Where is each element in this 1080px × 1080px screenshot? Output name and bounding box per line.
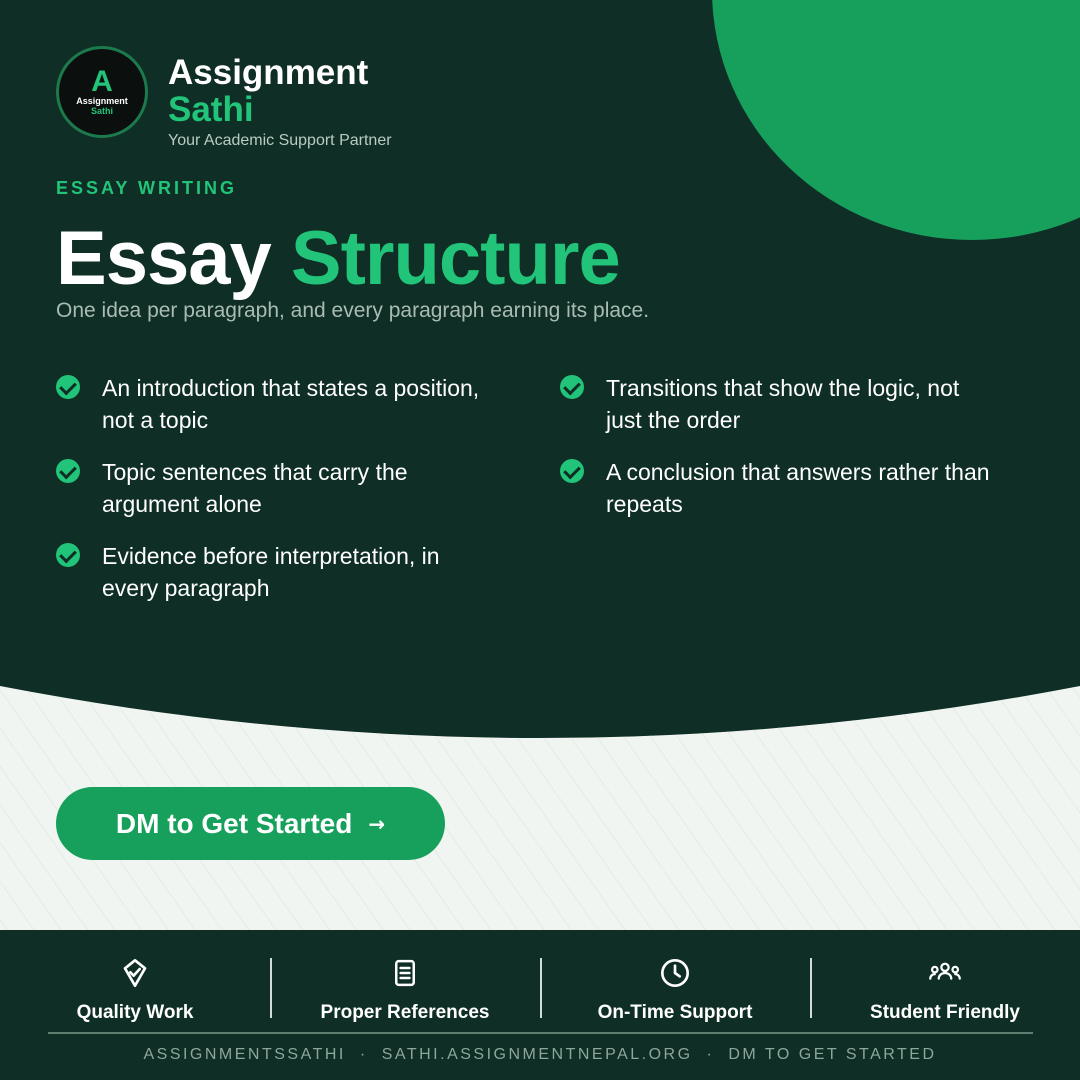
divider (540, 958, 542, 1018)
list-item (56, 372, 496, 436)
cta-label: DM to Get Started (115, 807, 353, 839)
check-icon (560, 459, 584, 483)
website-link[interactable]: SATHI.ASSIGNMENTNEPAL.ORG (381, 1046, 693, 1063)
list-item-text: Evidence before interpretation, in every paragraph (102, 543, 440, 601)
separator: · (706, 1046, 715, 1063)
list-item (560, 456, 1000, 520)
list-item-text: Transitions that show the logic, not just the order (606, 375, 960, 433)
feature-proper-references (270, 930, 540, 1032)
divider (270, 958, 272, 1018)
social-handle[interactable]: ASSIGNMENTSSATHI (143, 1046, 346, 1063)
list-item-text: A conclusion that answers rather than repeats (606, 459, 990, 517)
subtitle: One idea per paragraph, and every paragraph earning its place. (56, 299, 650, 322)
feature-label: Proper References (320, 1002, 490, 1023)
logo-mark: A (91, 65, 113, 98)
shield-check-icon (118, 956, 152, 990)
list-item-text: Topic sentences that carry the argument alone (102, 459, 408, 517)
list-item-text: An introduction that states a position, not a topic (102, 375, 480, 433)
feature-label: Student Friendly (870, 1002, 1020, 1023)
check-icon (560, 375, 584, 399)
brand-tagline: Your Academic Support Partner (168, 132, 392, 149)
check-icon (56, 375, 80, 399)
check-icon (56, 459, 80, 483)
features-row (0, 930, 1080, 1032)
list-item (56, 540, 496, 604)
brand-name-line1: Assignment (168, 53, 369, 92)
title-word-structure: Structure (290, 216, 620, 301)
list-item (560, 372, 1000, 436)
arrow-right-icon: → (368, 811, 386, 836)
brand-name-line2: Sathi (168, 90, 254, 129)
feature-label: On-Time Support (597, 1002, 753, 1023)
list-item (56, 456, 496, 520)
dm-get-started-button[interactable] (56, 787, 445, 860)
footer-cta: DM TO GET STARTED (728, 1046, 937, 1063)
logo-text-assignment: Assignment (76, 96, 128, 106)
document-icon (388, 956, 422, 990)
feature-on-time-support (540, 930, 810, 1032)
feature-student-friendly (810, 930, 1080, 1032)
footer-contact-line (0, 1046, 1080, 1064)
feature-quality-work (0, 930, 270, 1032)
logo-text-sathi: Sathi (90, 106, 113, 116)
category-label: ESSAY WRITING (56, 178, 238, 198)
footer-divider (48, 1032, 1033, 1034)
footer (0, 930, 1080, 1080)
clock-icon (658, 956, 692, 990)
brand-name (168, 54, 392, 150)
feature-label: Quality Work (76, 1002, 194, 1023)
divider (810, 958, 812, 1018)
users-icon (928, 956, 962, 990)
brand-logo (56, 46, 148, 138)
title-word-essay: Essay (56, 216, 271, 301)
page-title (56, 218, 620, 300)
check-icon (56, 543, 80, 567)
separator: · (359, 1046, 368, 1063)
